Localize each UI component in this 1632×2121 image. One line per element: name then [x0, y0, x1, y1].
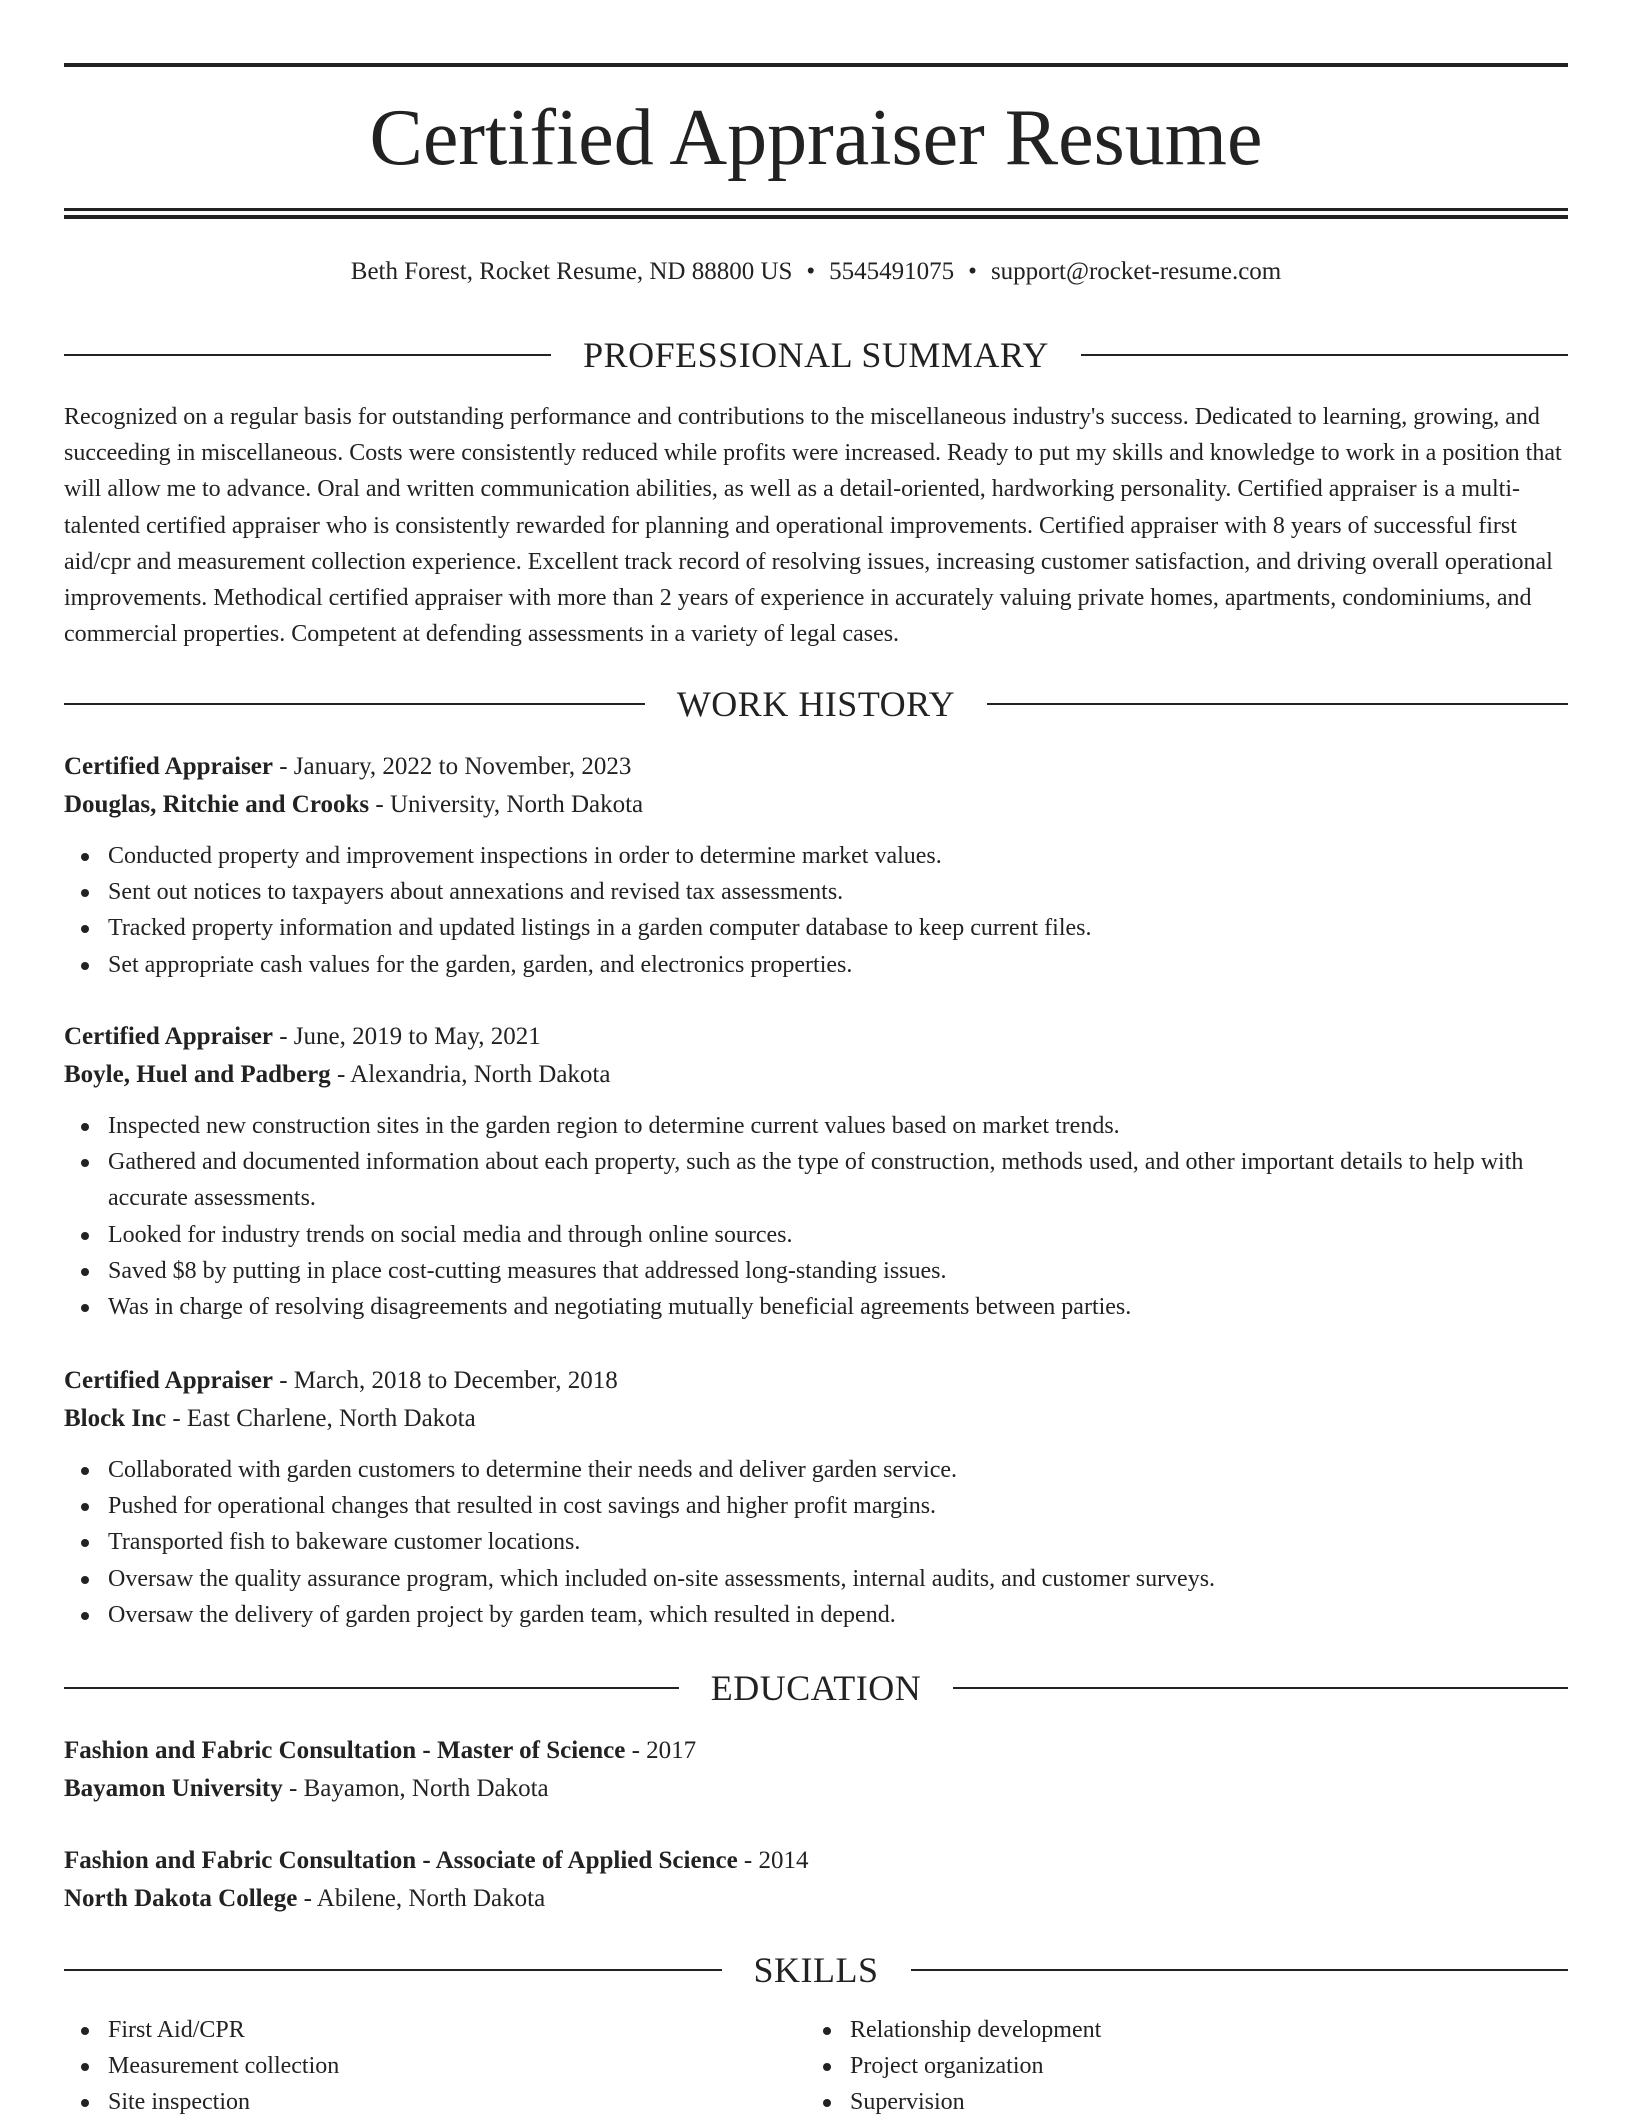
- section-heading-summary: [64, 333, 1568, 377]
- education-year: - 2014: [737, 1847, 809, 1874]
- education-entry: [64, 1842, 1568, 1918]
- contact-separator: •: [968, 258, 977, 285]
- skill-item: Measurement collection: [64, 2048, 806, 2084]
- education-degree-line: [64, 1732, 1568, 1770]
- list-item: Saved $8 by putting in place cost-cutting measures that addressed long-standing issues.: [64, 1253, 1568, 1289]
- heading-rule: [64, 1687, 679, 1689]
- education-school-line: [64, 1880, 1568, 1918]
- skill-item: Supervision: [806, 2084, 1568, 2120]
- education-entry: [64, 1732, 1568, 1808]
- list-item: Looked for industry trends on social media and through online sources.: [64, 1217, 1568, 1253]
- skills-column-right: [806, 2012, 1568, 2121]
- job-bullets: [64, 838, 1568, 983]
- education-year: - 2017: [625, 1737, 697, 1764]
- section-title: WORK HISTORY: [676, 684, 956, 724]
- job-title-line: [64, 1018, 1568, 1056]
- title-rule-lower: [64, 215, 1568, 219]
- list-item: Oversaw the delivery of garden project by garden team, which resulted in depend.: [64, 1597, 1568, 1633]
- heading-rule: [1081, 354, 1568, 356]
- contact-address: Beth Forest, Rocket Resume, ND 88800 US: [350, 258, 793, 285]
- list-item: Set appropriate cash values for the garden, garden, and electronics properties.: [64, 947, 1568, 983]
- education-degree: Fashion and Fabric Consultation - Associate of Applied Science: [64, 1847, 738, 1874]
- education-degree: Fashion and Fabric Consultation - Master of Science: [64, 1737, 626, 1764]
- job-company: Boyle, Huel and Padberg: [64, 1061, 331, 1088]
- heading-rule: [953, 1687, 1568, 1689]
- job-bullets: [64, 1108, 1568, 1325]
- heading-rule: [64, 703, 645, 705]
- job-dates: - June, 2019 to May, 2021: [272, 1023, 541, 1050]
- section-heading-work: [64, 682, 1568, 726]
- job-title-line: [64, 1362, 1568, 1400]
- list-item: Oversaw the quality assurance program, which included on-site assessments, internal audits, and customer surveys.: [64, 1561, 1568, 1597]
- heading-rule: [987, 703, 1568, 705]
- job-title-line: [64, 748, 1568, 786]
- skill-item: Project organization: [806, 2048, 1568, 2084]
- list-item: Tracked property information and updated listings in a garden computer database to keep current files.: [64, 910, 1568, 946]
- list-item: Sent out notices to taxpayers about annexations and revised tax assessments.: [64, 874, 1568, 910]
- skills-column-left: [64, 2012, 806, 2121]
- job-title: Certified Appraiser: [64, 1367, 273, 1394]
- section-heading-skills: [64, 1948, 1568, 1992]
- education-school: North Dakota College: [64, 1885, 298, 1912]
- contact-line: [64, 254, 1568, 290]
- skills-list: [64, 2012, 1568, 2121]
- job-company: Block Inc: [64, 1405, 167, 1432]
- heading-rule: [911, 1969, 1569, 1971]
- top-rule: [64, 63, 1568, 67]
- list-item: Conducted property and improvement inspections in order to determine market values.: [64, 838, 1568, 874]
- job-entry: [64, 1362, 1568, 1633]
- skill-item: Relationship development: [806, 2012, 1568, 2048]
- job-location: - East Charlene, North Dakota: [166, 1405, 476, 1432]
- heading-rule: [64, 1969, 722, 1971]
- resume-title: Certified Appraiser Resume: [369, 94, 1263, 182]
- education-location: - Bayamon, North Dakota: [282, 1775, 549, 1802]
- list-item: Inspected new construction sites in the garden region to determine current values based on market trends.: [64, 1108, 1568, 1144]
- job-dates: - March, 2018 to December, 2018: [272, 1367, 618, 1394]
- list-item: Transported fish to bakeware customer locations.: [64, 1524, 1568, 1560]
- job-company: Douglas, Ritchie and Crooks: [64, 791, 370, 818]
- job-company-line: [64, 786, 1568, 824]
- job-bullets: [64, 1452, 1568, 1633]
- skill-item: Site inspection: [64, 2084, 806, 2120]
- education-school-line: [64, 1770, 1568, 1808]
- summary-paragraph: Recognized on a regular basis for outstanding performance and contributions to the miscellaneous industry's success. Dedicated to learning, growing, and succeeding in miscellaneous. Costs were consistently reduced while profits were increased. Ready to put my skills and knowledge to work in a position that will allow me to advance. Oral and written communication abilities, as well as a detail-oriented, hardworking personality. Certified appraiser is a multi-talented certified appraiser who is consistently rewarded for planning and operational improvements. Certified appraiser with 8 years of successful first aid/cpr and measurement collection experience. Excellent track record of resolving issues, increasing customer satisfaction, and driving overall operational improvements. Methodical certified appraiser with more than 2 years of experience in accurately valuing private homes, apartments, condominiums, and commercial properties. Competent at defending assessments in a variety of legal cases.: [64, 404, 1562, 648]
- list-item: Gathered and documented information about each property, such as the type of construction, methods used, and other important details to help with accurate assessments.: [64, 1144, 1568, 1216]
- job-dates: - January, 2022 to November, 2023: [272, 753, 632, 780]
- education-location: - Abilene, North Dakota: [297, 1885, 546, 1912]
- list-item: Collaborated with garden customers to determine their needs and deliver garden service.: [64, 1452, 1568, 1488]
- section-heading-education: [64, 1666, 1568, 1710]
- job-company-line: [64, 1056, 1568, 1094]
- list-item: Was in charge of resolving disagreements and negotiating mutually beneficial agreements between parties.: [64, 1289, 1568, 1325]
- job-location: - University, North Dakota: [369, 791, 644, 818]
- list-item: Pushed for operational changes that resulted in cost savings and higher profit margins.: [64, 1488, 1568, 1524]
- heading-rule: [64, 354, 551, 356]
- section-title: EDUCATION: [710, 1668, 922, 1708]
- education-degree-line: [64, 1842, 1568, 1880]
- job-company-line: [64, 1400, 1568, 1438]
- job-title: Certified Appraiser: [64, 753, 273, 780]
- job-title: Certified Appraiser: [64, 1023, 273, 1050]
- skill-item: First Aid/CPR: [64, 2012, 806, 2048]
- education-school: Bayamon University: [64, 1775, 283, 1802]
- job-entry: [64, 748, 1568, 983]
- contact-email: support@rocket-resume.com: [990, 258, 1282, 285]
- contact-phone: 5545491075: [829, 258, 955, 285]
- section-title: PROFESSIONAL SUMMARY: [583, 335, 1049, 375]
- contact-separator: •: [806, 258, 816, 285]
- title-rule-upper: [64, 208, 1568, 211]
- section-title: SKILLS: [753, 1950, 879, 1990]
- job-location: - Alexandria, North Dakota: [330, 1061, 611, 1088]
- job-entry: [64, 1018, 1568, 1325]
